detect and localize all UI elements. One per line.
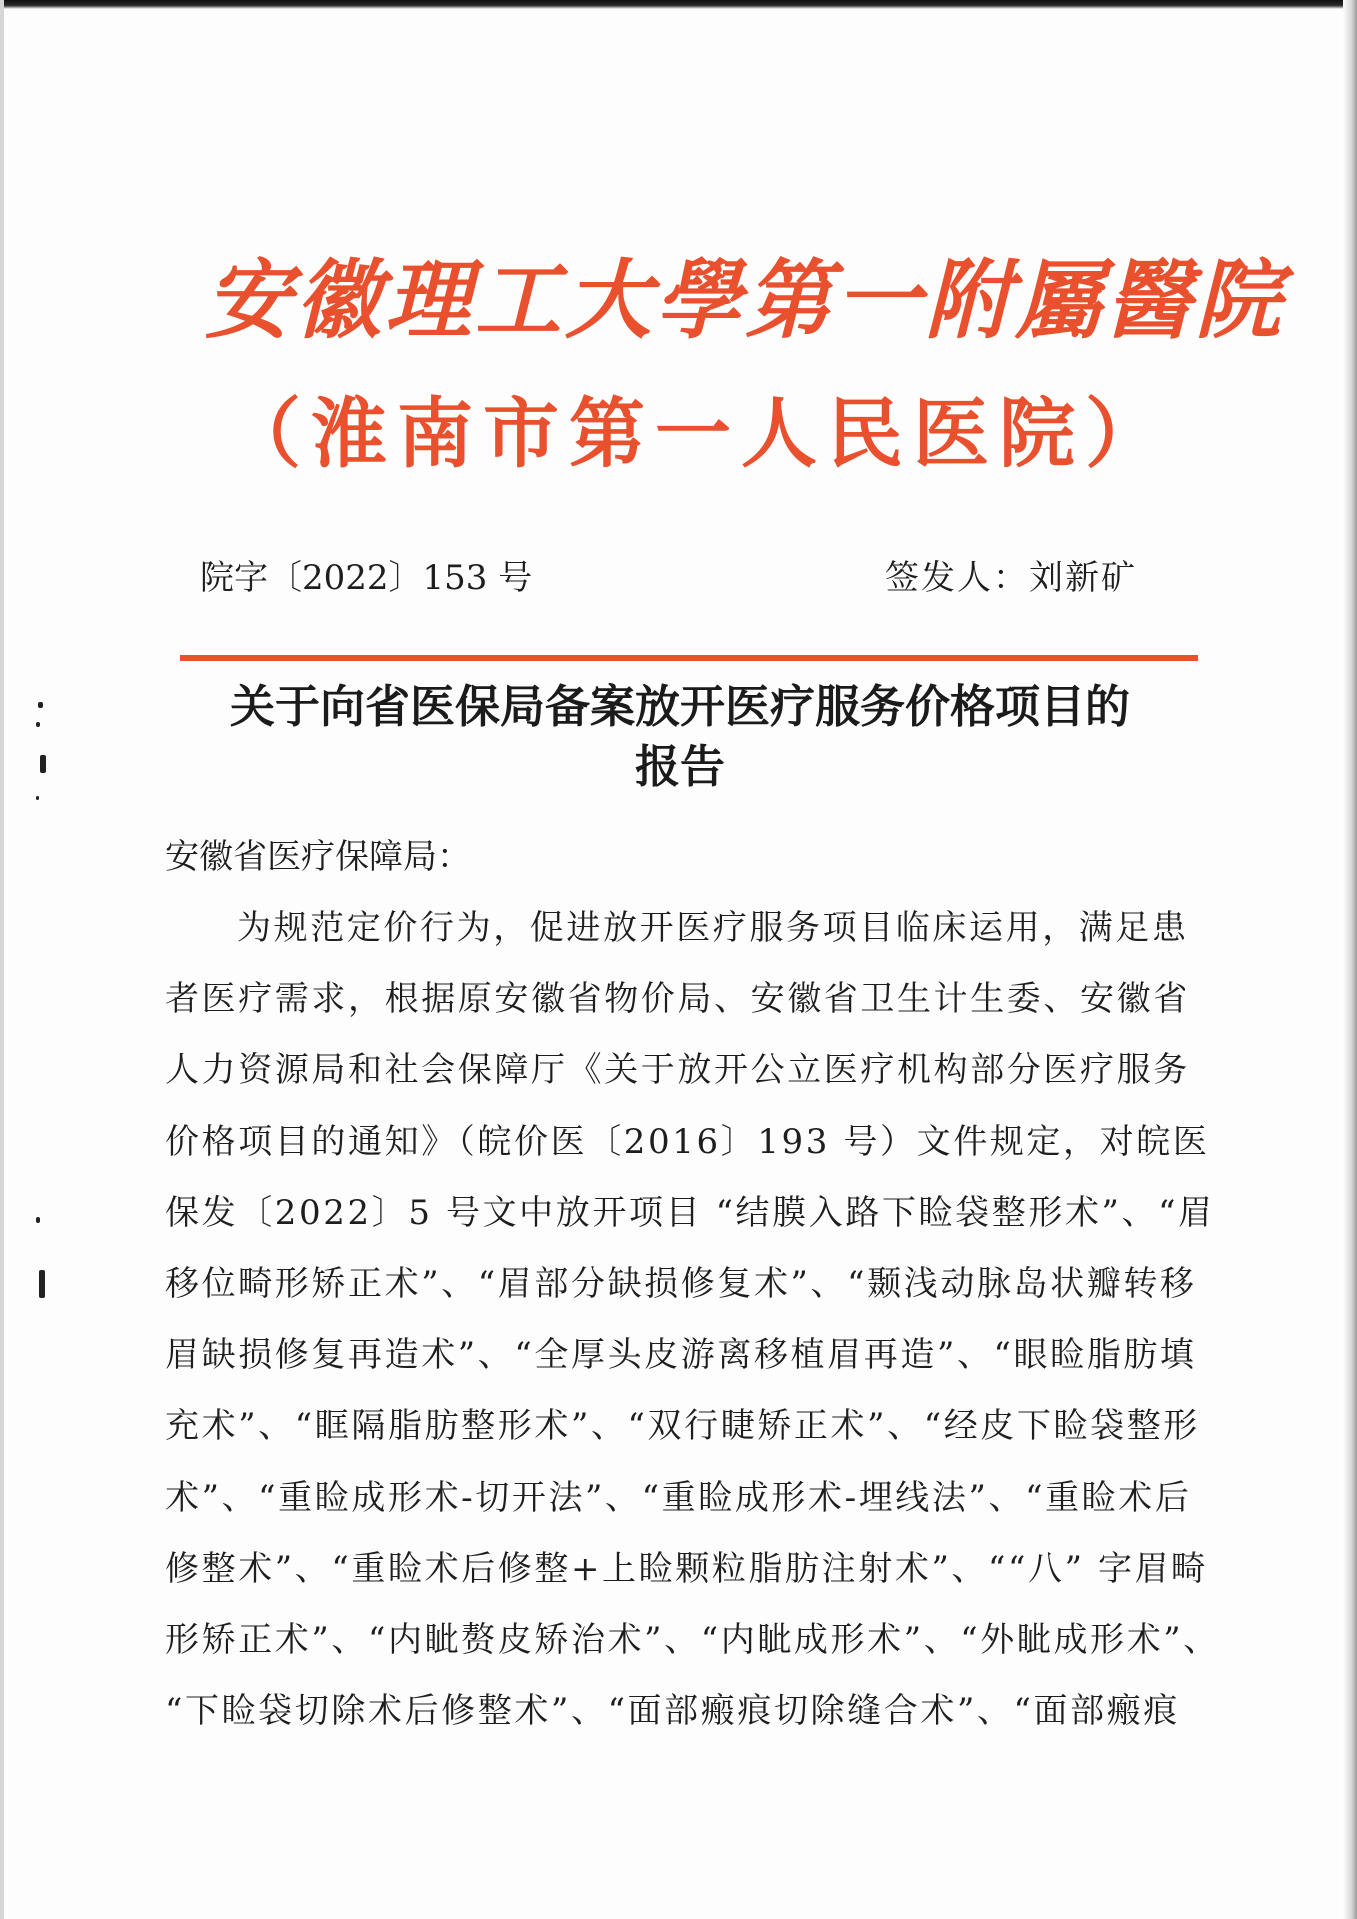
binding-hole-mark <box>39 1270 45 1298</box>
scan-top-edge <box>0 0 1357 9</box>
body-line: “下睑袋切除术后修整术”、“面部瘢痕切除缝合术”、“面部瘢痕 <box>165 1691 1180 1732</box>
body-line: 移位畸形矫正术”、“眉部分缺损修复术”、“颞浅动脉岛状瓣转移 <box>165 1263 1197 1304</box>
body-line: 修整术”、“重睑术后修整+上睑颗粒脂肪注射术”、““八” 字眉畸 <box>165 1548 1208 1589</box>
organization-name: 安徽理工大學第一附屬醫院 <box>205 250 1285 351</box>
body-line: 保发〔2022〕5 号文中放开项目 “结膜入路下睑袋整形术”、“眉 <box>165 1192 1215 1233</box>
body-line: 者医疗需求，根据原安徽省物价局、安徽省卫生计生委、安徽省 <box>165 979 1190 1020</box>
body-line: 价格项目的通知》（皖价医〔2016〕193 号）文件规定，对皖医 <box>165 1121 1210 1162</box>
body-line: 眉缺损修复再造术”、“全厚头皮游离移植眉再造”、“眼睑脂肪填 <box>165 1335 1197 1376</box>
salutation: 安徽省医疗保障局： <box>165 837 471 877</box>
binding-hole-mark <box>38 702 43 708</box>
document-number: 院字〔2022〕153 号 <box>200 558 533 598</box>
body-line: 人力资源局和社会保障厅《关于放开公立医疗机构部分医疗服务 <box>165 1050 1190 1091</box>
body-line: 形矫正术”、“内眦赘皮矫治术”、“内眦成形术”、“外眦成形术”、 <box>165 1619 1220 1660</box>
document-title <box>140 677 1220 797</box>
issuer-signature-line: 签发人：刘新矿 <box>885 558 1137 598</box>
body-line: 为规范定价行为，促进放开医疗服务项目临床运用，满足患 <box>237 908 1189 948</box>
body-paragraph <box>165 900 1220 1754</box>
organization-subname: （淮南市第一人民医院） <box>225 389 1171 478</box>
red-header-rule <box>180 655 1198 661</box>
binding-hole-mark <box>40 755 46 773</box>
body-line: 术”、“重睑成形术-切开法”、“重睑成形术-埋线法”、“重睑术后 <box>165 1477 1192 1518</box>
scan-left-edge <box>0 0 4 1919</box>
binding-hole-mark <box>36 796 39 800</box>
binding-hole-mark <box>36 1217 40 1223</box>
document-title-line: 报告 <box>634 740 725 793</box>
document-title-line: 关于向省医保局备案放开医疗服务价格项目的 <box>229 680 1130 733</box>
body-line: 充术”、“眶隔脂肪整形术”、“双行睫矫正术”、“经皮下睑袋整形 <box>165 1406 1200 1447</box>
scan-right-edge <box>1343 0 1357 1919</box>
binding-hole-mark <box>36 722 40 727</box>
